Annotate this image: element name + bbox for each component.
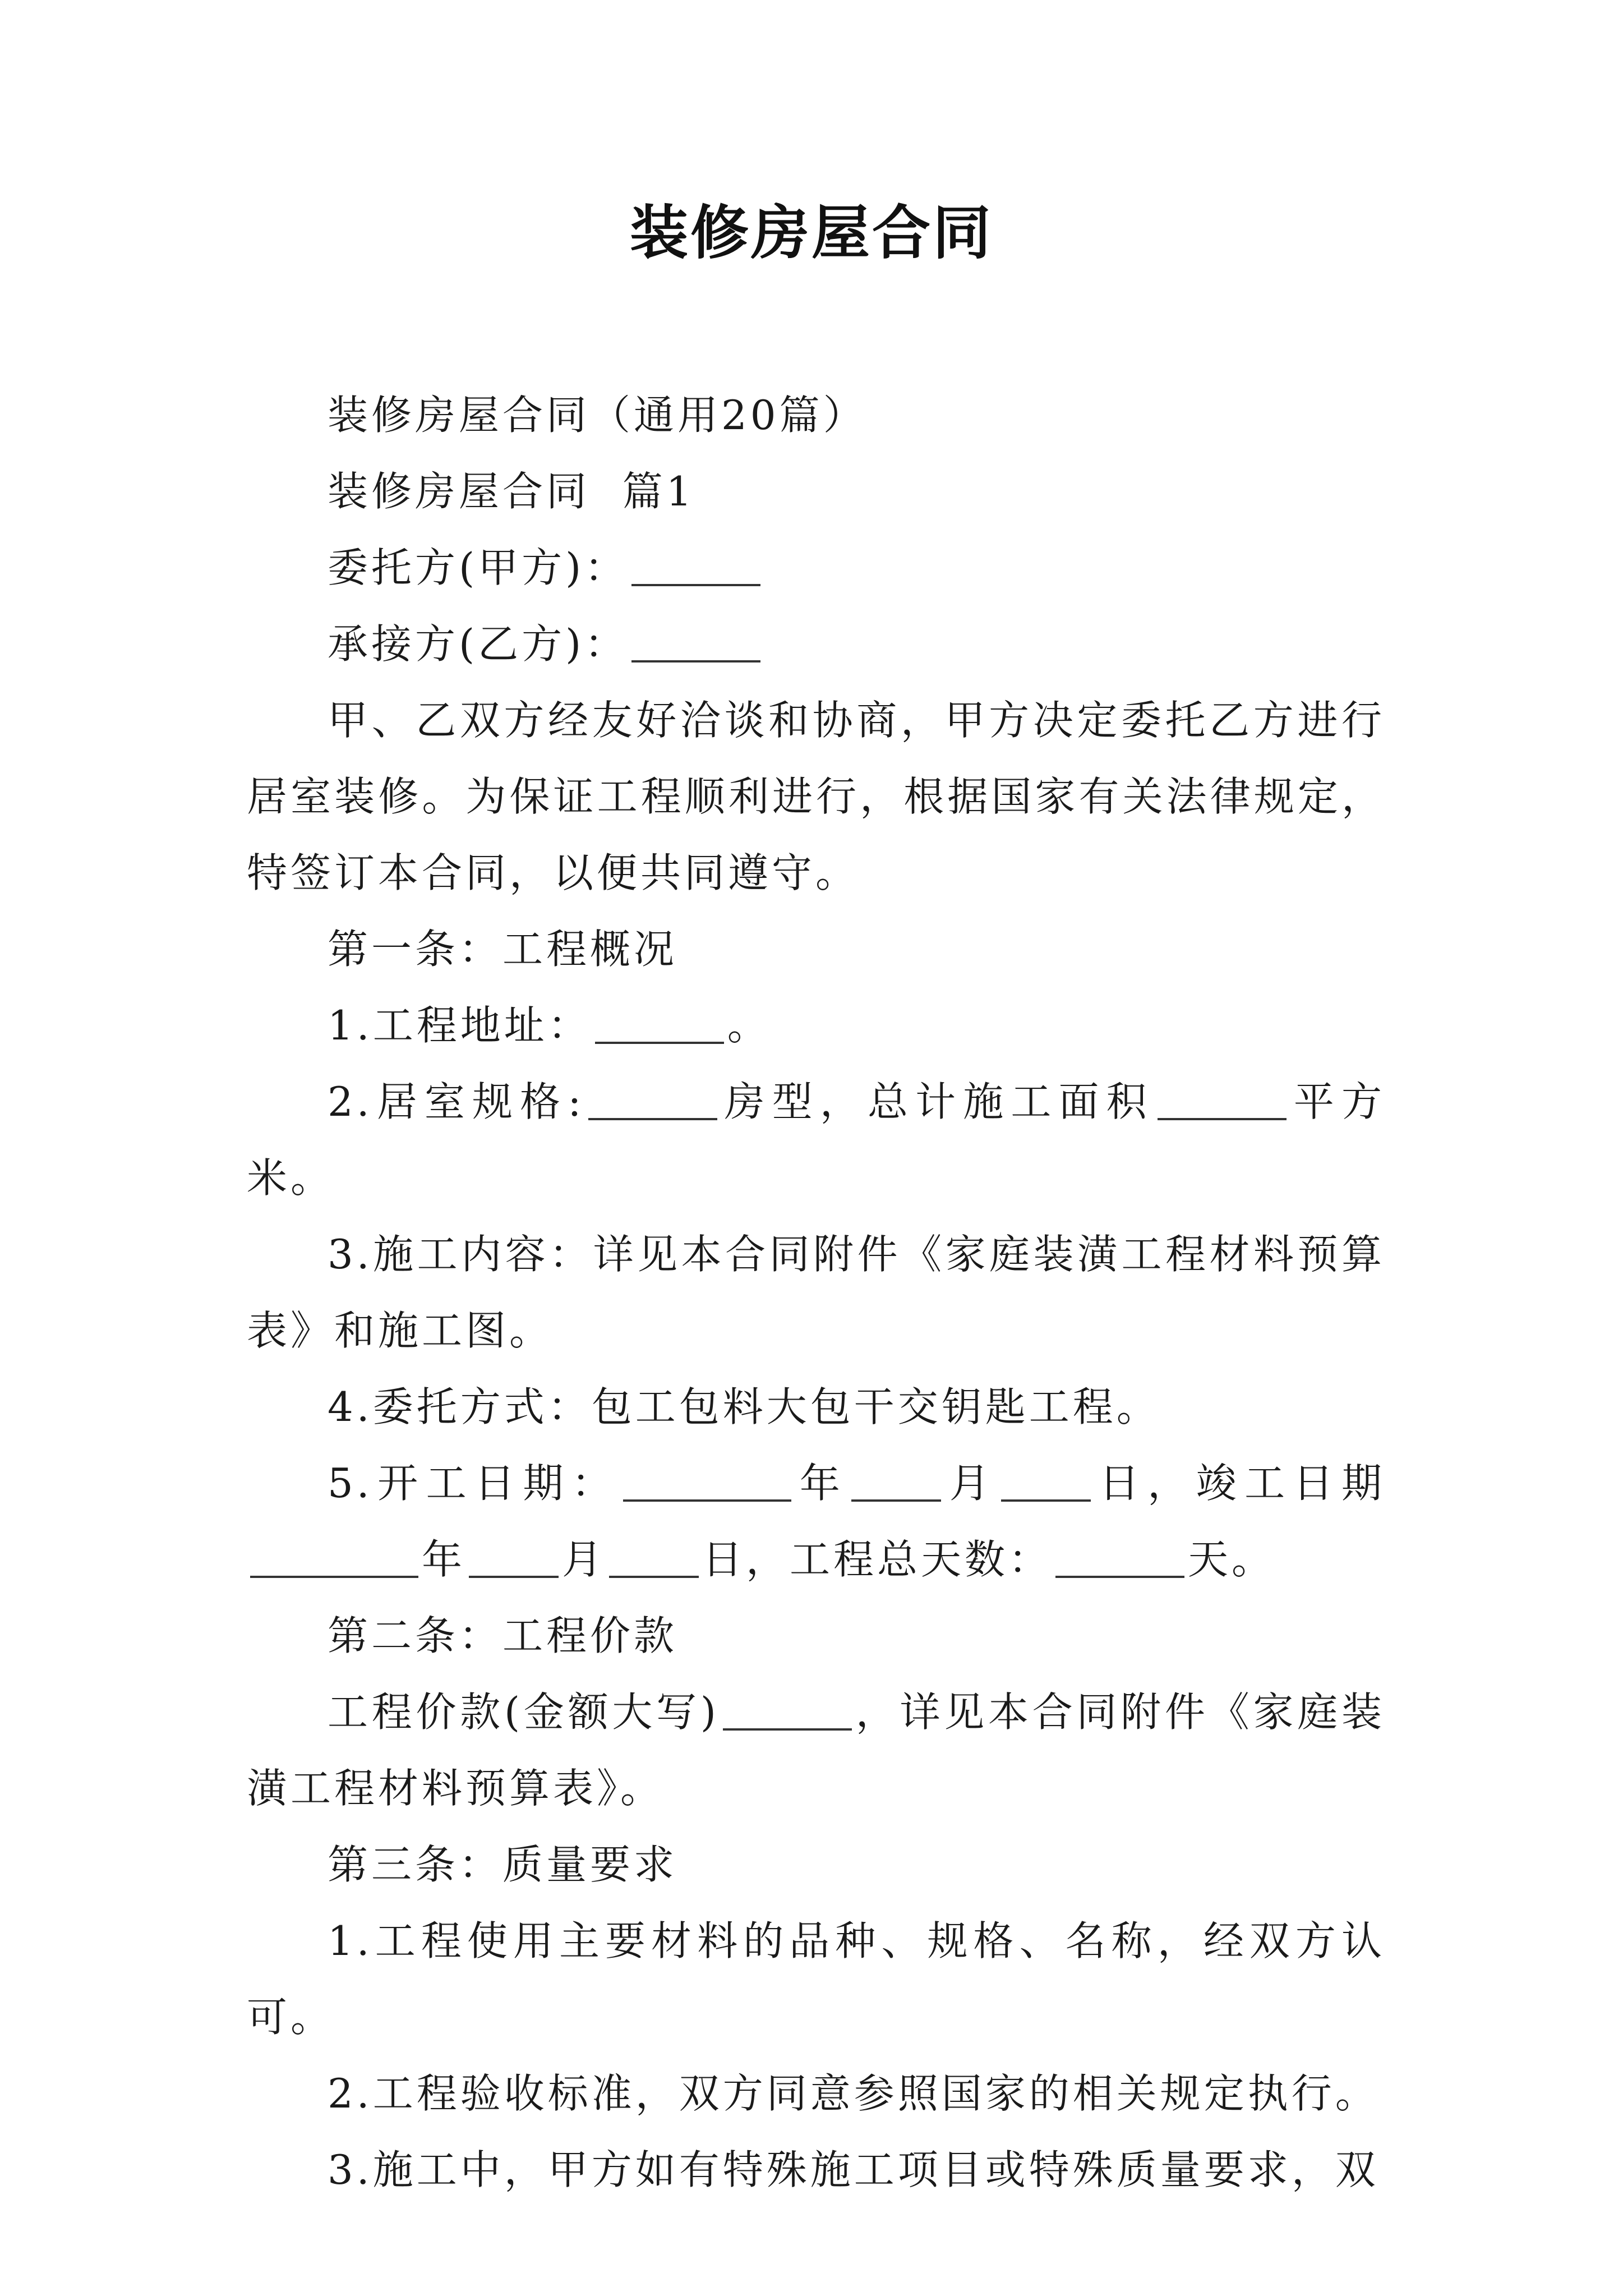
party-a-blank <box>631 544 760 586</box>
end-year-blank <box>250 1535 418 1578</box>
a2-suffix: ，详见本合同附件《家庭装潢工程材料预算表》。 <box>247 1688 1385 1812</box>
start-year-blank <box>623 1459 791 1502</box>
layout-blank <box>588 1078 717 1120</box>
a1-item5-prefix: 5.开工日期： <box>328 1460 620 1507</box>
end-month-blank <box>469 1535 559 1578</box>
a1-item4: 4.委托方式：包工包料大包干交钥匙工程。 <box>328 1383 1160 1430</box>
a1-item5 <box>247 1445 1385 1598</box>
price-blank <box>723 1688 852 1731</box>
completion-label: 日，竣工日期 <box>1094 1460 1385 1507</box>
a1-item2-mid: 房型，总计施工面积 <box>720 1078 1154 1125</box>
document-title: 装修房屋合同 <box>629 199 993 267</box>
article3-title: 第三条：质量要求 <box>328 1841 678 1888</box>
a1-item1 <box>247 987 1385 1064</box>
start-month-blank <box>851 1459 941 1502</box>
a1-item1-suffix: 。 <box>727 1002 771 1049</box>
document-body <box>247 377 1385 2208</box>
a1-item2 <box>247 1064 1385 1216</box>
party-b-line <box>247 606 1385 682</box>
area-blank <box>1158 1078 1287 1120</box>
party-a-label: 委托方(甲方)： <box>328 544 629 591</box>
a1-item2-prefix: 2.居室规格: <box>328 1078 585 1125</box>
end-month-label: 月 <box>562 1536 606 1583</box>
article2-title: 第二条：工程价款 <box>328 1612 678 1659</box>
total-days-label: 日，工程总天数： <box>702 1536 1053 1583</box>
party-a-line <box>247 530 1385 606</box>
start-year-label: 年 <box>795 1460 849 1507</box>
party-b-blank <box>631 620 760 662</box>
start-month-label: 月 <box>944 1460 998 1507</box>
days-suffix: 天。 <box>1188 1536 1276 1583</box>
a3-item3: 3.施工中，甲方如有特殊施工项目或特殊质量要求，双 <box>328 2146 1379 2193</box>
end-year-label: 年 <box>422 1536 466 1583</box>
a1-item2-suffix: 平方米。 <box>247 1078 1385 1202</box>
a2-prefix: 工程价款(金额大写) <box>328 1688 720 1736</box>
section-heading: 装修房屋合同 篇1 <box>328 468 695 515</box>
a1-item3: 3.施工内容：详见本合同附件《家庭装潢工程材料预算表》和施工图。 <box>247 1231 1385 1354</box>
article1-title: 第一条：工程概况 <box>328 926 678 973</box>
intro-paragraph: 甲、乙双方经友好洽谈和协商，甲方决定委托乙方进行居室装修。为保证工程顺利进行，根据国家有关法律规定，特签订本合同，以便共同遵守。 <box>247 697 1385 896</box>
address-blank <box>595 1001 724 1044</box>
a1-item1-prefix: 1.工程地址： <box>328 1002 592 1049</box>
end-day-blank <box>609 1535 699 1578</box>
party-b-label: 承接方(乙方)： <box>328 620 629 668</box>
subtitle: 装修房屋合同（通用20篇） <box>328 392 867 439</box>
a3-item2: 2.工程验收标准，双方同意参照国家的相关规定执行。 <box>328 2070 1379 2117</box>
a3-item1: 1.工程使用主要材料的品种、规格、名称，经双方认可。 <box>247 1917 1385 2041</box>
a2-paragraph <box>247 1674 1385 1826</box>
total-days-blank <box>1055 1535 1184 1578</box>
start-day-blank <box>1001 1459 1091 1502</box>
